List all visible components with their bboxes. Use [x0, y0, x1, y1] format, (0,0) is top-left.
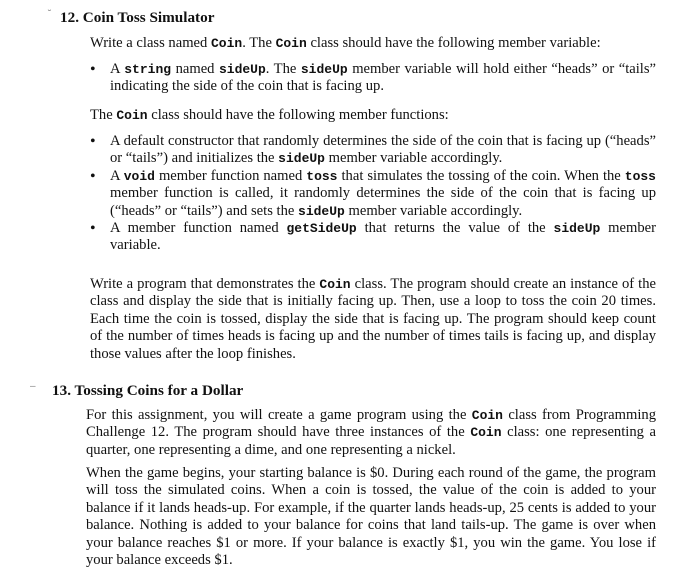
scan-mark: ˘ [48, 9, 52, 20]
scan-mark: – [30, 381, 36, 392]
list-item: • A string named sideUp. The sideUp member variable will hold either “heads” or “tails” indicating the side of the coin that is facing up. [88, 61, 656, 96]
list-item: • A default constructor that randomly determines the side of the coin that is facing up (“heads” or “tails”) and initializes the sideUp member variable accordingly. [88, 133, 656, 168]
member-variable-list [88, 61, 656, 96]
member-functions-list [88, 133, 656, 255]
list-item: • A member function named getSideUp that returns the value of the sideUp member variable. [88, 220, 656, 255]
problem-13-paragraph-2: When the game begins, your starting balance is $0. During each round of the game, the program will toss the simulated coins. When a coin is tossed, the value of the coin is added to your balance if it lands heads-up. For example, if the quarter lands heads-up, 25 cents is added to your balance. Nothing is added to your balance for coins that land tails-up. The game is over when your balance reaches $1 or more. If your balance is exactly $1, you win the game. You lose if your balance exceeds $1. [86, 465, 656, 569]
problem-12-intro: Write a class named Coin. The Coin class should have the following member variable: [90, 35, 601, 51]
member-functions-intro: The Coin class should have the following member functions: [90, 107, 449, 123]
list-item: • A void member function named toss that simulates the tossing of the coin. When the toss member function is called, it randomly determines the side of the coin that is facing up (“heads” or “tails”) and sets the sideUp member variable accordingly. [88, 168, 656, 220]
problem-12-program-description: Write a program that demonstrates the Coin class. The program should create an instance of the class and display the side that is initially facing up. Then, use a loop to toss the coin 20 times. Each time the coin is tossed, display the side that is facing up. The program should keep count of the number of times heads is facing up and the number of times tails is facing up, and display those values after the loop finishes. [90, 276, 656, 362]
problem-13-title: 13. Tossing Coins for a Dollar [52, 382, 244, 399]
problem-13-paragraph-1: For this assignment, you will create a game program using the Coin class from Programming Challenge 12. The program should have three instances of the Coin class: one representing a quarter, one representing a dime, and one representing a nickel. [86, 407, 656, 458]
problem-12-title: 12. Coin Toss Simulator [60, 9, 215, 26]
